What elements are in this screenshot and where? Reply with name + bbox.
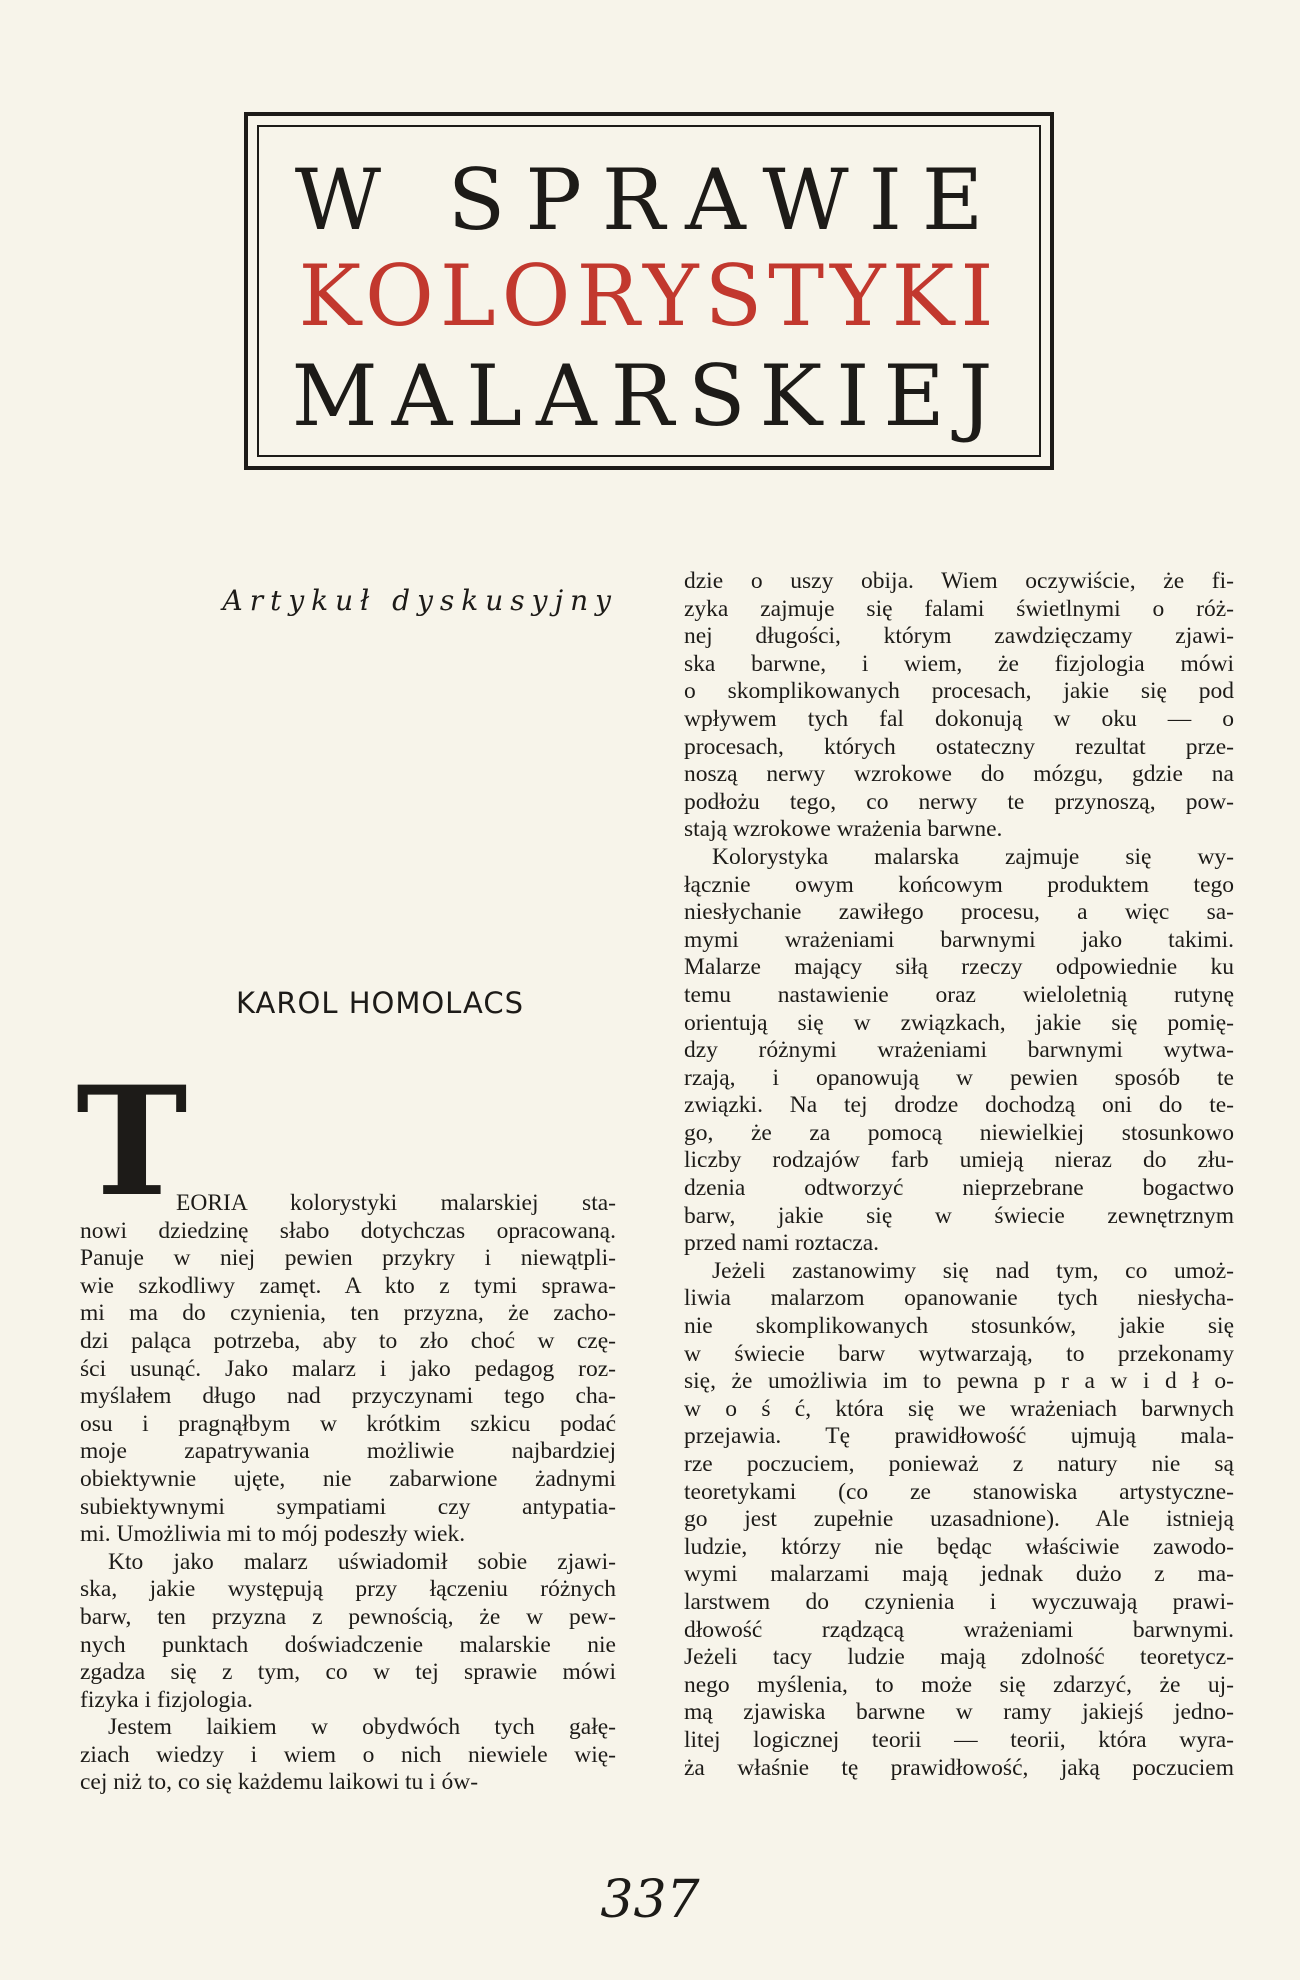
text-line: dzy różnymi wrażeniami barwnymi wytwa- bbox=[684, 1037, 1234, 1064]
article-kicker: Artykuł dyskusyjny bbox=[222, 584, 618, 617]
text-line: Jeżeli zastanowimy się nad tym, co umoż- bbox=[712, 1257, 1234, 1284]
text-line: mi ma do czynienia, ten przyzna, że zacho- bbox=[80, 1300, 616, 1327]
text-line: nowi dziedzinę słabo dotychczas opracowaną. bbox=[80, 1217, 616, 1244]
text-line: ziach wiedzy i wiem o nich niewiele wię- bbox=[80, 1741, 616, 1768]
drop-cap: T bbox=[76, 1054, 188, 1230]
text-line: w świecie barw wytwarzają, to przekonamy bbox=[684, 1340, 1234, 1367]
text-line: liczby rodzajów farb umieją nieraz do złu- bbox=[684, 1147, 1234, 1174]
title-line-1: W SPRAWIE bbox=[294, 151, 1004, 249]
text-line: subiektywnymi sympatiami czy antypatia- bbox=[80, 1493, 616, 1520]
text-line: Jestem laikiem w obydwóch tych gałę- bbox=[108, 1714, 616, 1741]
text-line: barw, jakie się w świecie zewnętrznym bbox=[684, 1202, 1234, 1229]
text-line: obiektywnie ujęte, nie zabarwione żadnymi bbox=[80, 1465, 616, 1492]
text-line: ści usunąć. Jako malarz i jako pedagog roz- bbox=[80, 1355, 616, 1382]
text-line: nej długości, którym zawdzięczamy zjawi- bbox=[684, 623, 1234, 650]
text-line: podłożu tego, co nerwy te przynoszą, pow- bbox=[684, 788, 1234, 815]
text-line: dłowość rządzącą wrażeniami barwnymi. bbox=[684, 1616, 1234, 1643]
text-line: wie szkodliwy zamęt. A kto z tymi sprawa- bbox=[80, 1272, 616, 1299]
text-line: związki. Na tej drodze dochodzą oni do te- bbox=[684, 1092, 1234, 1119]
text-line: wymi malarzami mają jednak dużo z ma- bbox=[684, 1561, 1234, 1588]
text-line: mi. Umożliwia mi to mój podeszły wiek. bbox=[80, 1521, 466, 1548]
text-line: rzają, i opanowują w pewien sposób te bbox=[684, 1064, 1234, 1091]
text-line: ska, jakie występują przy łączeniu różnych bbox=[80, 1576, 616, 1603]
text-line: dzi paląca potrzeba, aby to zło choć w czę- bbox=[80, 1327, 616, 1354]
text-line: się, że umożliwia im to pewna p r a w i d ł o- bbox=[684, 1368, 1234, 1395]
text-line: procesach, których ostateczny rezultat prze- bbox=[684, 733, 1234, 760]
text-line: wpływem tych fal dokonują w oku — o bbox=[684, 705, 1234, 732]
title-line-2: KOLORYSTYKI bbox=[298, 247, 1000, 345]
text-line: go, że za pomocą niewielkiej stosunkowo bbox=[684, 1119, 1234, 1146]
text-line: cej niż to, co się każdemu laikowi tu i ów- bbox=[80, 1769, 479, 1796]
text-line: Kto jako malarz uświadomił sobie zjawi- bbox=[108, 1548, 616, 1575]
text-line: zgadza się z tym, co w tej sprawie mówi bbox=[80, 1659, 616, 1686]
text-line: orientują się w związkach, jakie się pomię- bbox=[684, 1009, 1234, 1036]
right-column bbox=[684, 568, 1234, 1782]
title-frame bbox=[244, 112, 1054, 470]
text-line: dzie o uszy obija. Wiem oczywiście, że fi- bbox=[684, 568, 1234, 594]
text-line: fizyka i fizjologia. bbox=[80, 1686, 253, 1713]
text-line: myślałem długo nad przyczynami tego cha- bbox=[80, 1383, 616, 1410]
text-line: osu i pragnąłbym w krótkim szkicu podać bbox=[80, 1410, 616, 1437]
text-line: go jest zupełnie uzasadnione). Ale istnieją bbox=[684, 1506, 1234, 1533]
text-line: moje zapatrywania możliwie najbardziej bbox=[80, 1438, 616, 1465]
text-line: rze poczuciem, ponieważ z natury nie są bbox=[684, 1451, 1234, 1477]
text-line: w o ś ć, która się we wrażeniach barwnych bbox=[684, 1395, 1234, 1422]
text-line: ska barwne, i wiem, że fizjologia mówi bbox=[684, 650, 1234, 677]
text-line: nych punktach doświadczenie malarskie nie bbox=[80, 1631, 616, 1658]
text-line: liwia malarzom opanowanie tych niesłycha- bbox=[684, 1285, 1234, 1312]
text-line: Malarze mający siłą rzeczy odpowiednie ku bbox=[684, 954, 1234, 981]
text-line: barw, ten przyzna z pewnością, że w pew- bbox=[80, 1603, 616, 1630]
text-line: stają wzrokowe wrażenia barwne. bbox=[684, 816, 1003, 843]
text-line: o skomplikowanych procesach, jakie się pod bbox=[684, 678, 1234, 705]
text-line: Panuje w niej pewien przykry i niewątpli- bbox=[80, 1245, 616, 1272]
text-line: nie skomplikowanych stosunków, jakie się bbox=[684, 1313, 1234, 1340]
text-line: Jeżeli tacy ludzie mają zdolność teoretycz- bbox=[684, 1644, 1234, 1671]
text-line: larstwem do czynienia i wyczuwają prawi- bbox=[684, 1588, 1234, 1615]
text-line: ża właśnie tę prawidłowość, jaką poczuciem bbox=[684, 1754, 1234, 1781]
text-line: teoretykami (co ze stanowiska artystyczne- bbox=[684, 1478, 1234, 1505]
text-line: dzenia odtworzyć nieprzebrane bogactwo bbox=[684, 1175, 1234, 1202]
text-line: noszą nerwy wzrokowe do mózgu, gdzie na bbox=[684, 761, 1234, 788]
text-line: przed nami roztacza. bbox=[684, 1230, 880, 1257]
page-number: 337 bbox=[600, 1870, 700, 1930]
text-line: łącznie owym końcowym produktem tego bbox=[684, 871, 1234, 898]
left-column bbox=[80, 1190, 616, 1797]
text-line: mą zjawiska barwne w ramy jakiejś jedno- bbox=[684, 1699, 1234, 1726]
title-line-3: MALARSKIEJ bbox=[291, 347, 1007, 445]
text-line: litej logicznej teorii — teorii, która wyra- bbox=[684, 1726, 1234, 1753]
text-line: ludzie, którzy nie będąc właściwie zawodo- bbox=[684, 1533, 1234, 1560]
author-name: KAROL HOMOLACS bbox=[236, 986, 524, 1020]
text-line: EORIA kolorystyki malarskiej sta- bbox=[176, 1190, 616, 1216]
text-line: niesłychanie zawiłego procesu, a więc sa- bbox=[684, 899, 1234, 926]
text-line: mymi wrażeniami barwnymi jako takimi. bbox=[684, 926, 1234, 953]
text-line: zyka zajmuje się falami świetlnymi o róż- bbox=[684, 595, 1234, 622]
text-line: Kolorystyka malarska zajmuje się wy- bbox=[712, 843, 1234, 870]
text-line: nego myślenia, to może się zdarzyć, że uj- bbox=[684, 1671, 1234, 1698]
text-line: przejawia. Tę prawidłowość ujmują mala- bbox=[684, 1423, 1234, 1450]
text-line: temu nastawienie oraz wieloletnią rutynę bbox=[684, 981, 1234, 1008]
